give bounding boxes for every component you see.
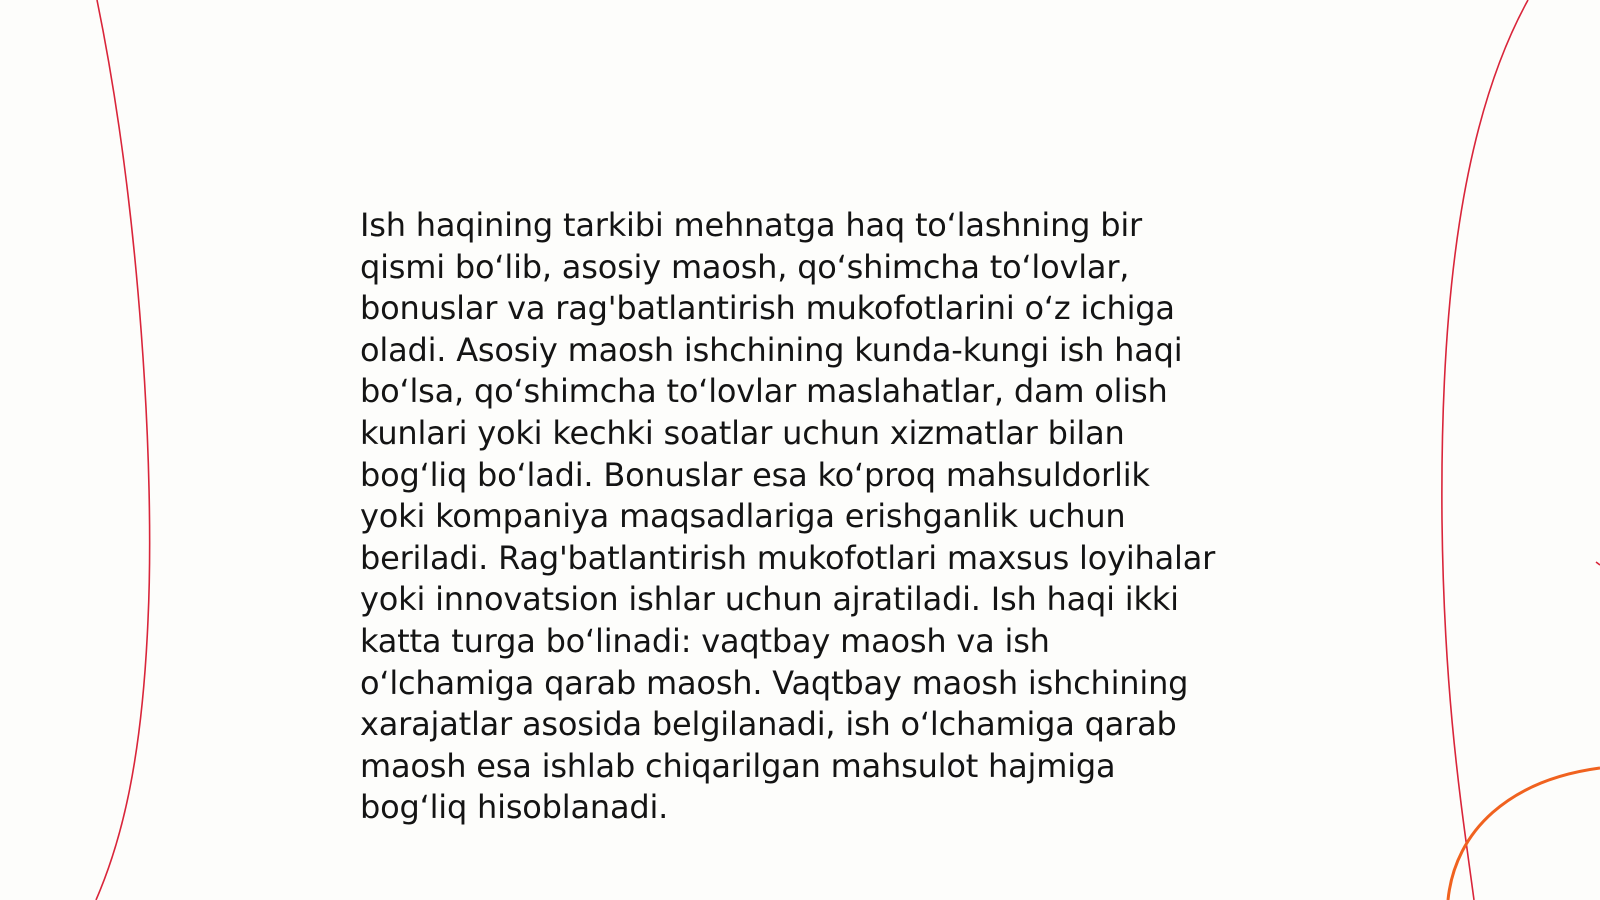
paragraph-line-5: bo‘lsa, qo‘shimcha to‘lovlar maslahatlar, dam olish [360,372,1168,411]
paragraph-line-12: o‘lchamiga qarab maosh. Vaqtbay maosh ishchining [360,663,1189,702]
right-decorative-curve [1442,0,1528,900]
small-red-mark [1596,562,1600,565]
paragraph-line-15: bog‘liq hisoblanadi. [360,788,669,827]
paragraph-line-3: bonuslar va rag'batlantirish mukofotlarini o‘z ichiga [360,289,1175,328]
paragraph-line-6: kunlari yoki kechki soatlar uchun xizmatlar bilan [360,413,1125,452]
paragraph-line-14: maosh esa ishlab chiqarilgan mahsulot hajmiga [360,746,1116,785]
paragraph-line-1: Ish haqining tarkibi mehnatga haq to‘lashning bir [360,206,1142,244]
paragraph-line-7: bog‘liq bo‘ladi. Bonuslar esa ko‘proq mahsuldorlik [360,455,1150,494]
paragraph-line-10: yoki innovatsion ishlar uchun ajratiladi. Ish haqi ikki [360,580,1179,619]
paragraph-line-4: oladi. Asosiy maosh ishchining kunda-kungi ish haqi [360,330,1183,369]
paragraph-line-13: xarajatlar asosida belgilanadi, ish o‘lchamiga qarab [360,705,1177,744]
orange-decorative-arc [1448,768,1600,900]
paragraph-line-8: yoki kompaniya maqsadlariga erishganlik uchun [360,497,1126,536]
left-decorative-curve [96,0,150,900]
paragraph-line-9: beriladi. Rag'batlantirish mukofotlari maxsus loyihalar [360,538,1216,577]
paragraph-line-2: qismi bo‘lib, asosiy maosh, qo‘shimcha to‘lovlar, [360,247,1130,286]
paragraph-line-11: katta turga bo‘linadi: vaqtbay maosh va ish [360,621,1050,660]
main-paragraph [360,205,1260,829]
